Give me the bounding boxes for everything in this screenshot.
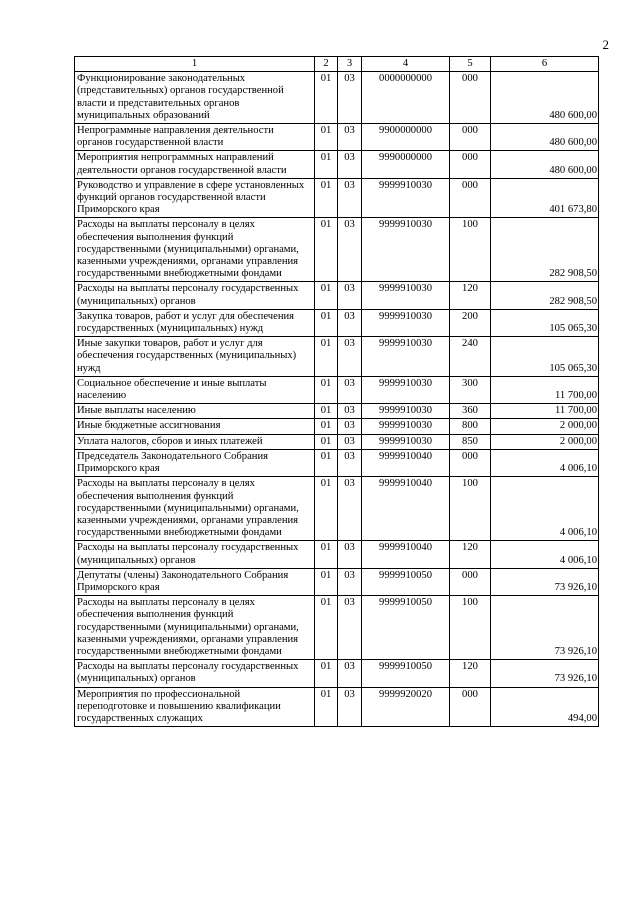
row-section-code: 01 [315, 282, 338, 309]
table-row [75, 404, 599, 419]
row-expense-type-code: 120 [450, 282, 491, 309]
table-row [75, 178, 599, 218]
row-subsection-code: 03 [338, 419, 362, 434]
row-name: Расходы на выплаты персоналу государственных (муниципальных) органов [75, 282, 315, 309]
row-amount: 480 600,00 [491, 151, 599, 178]
row-expense-type-code: 120 [450, 660, 491, 687]
row-amount: 73 926,10 [491, 568, 599, 595]
row-expense-type-code: 000 [450, 687, 491, 727]
row-expense-type-code: 100 [450, 596, 491, 660]
row-target-article-code: 9999910050 [362, 596, 450, 660]
row-subsection-code: 03 [338, 376, 362, 403]
row-target-article-code: 9999910040 [362, 541, 450, 568]
table-row [75, 309, 599, 336]
row-name: Депутаты (члены) Законодательного Собрания Приморского края [75, 568, 315, 595]
row-name: Руководство и управление в сфере установленных функций органов государственной власти Приморского края [75, 178, 315, 218]
row-expense-type-code: 100 [450, 477, 491, 541]
table-row [75, 434, 599, 449]
row-expense-type-code: 000 [450, 151, 491, 178]
table-row [75, 687, 599, 727]
row-amount: 4 006,10 [491, 477, 599, 541]
row-section-code: 01 [315, 337, 338, 377]
row-section-code: 01 [315, 660, 338, 687]
table-row [75, 337, 599, 377]
header-col-3: 3 [338, 57, 362, 72]
row-expense-type-code: 300 [450, 376, 491, 403]
row-name: Уплата налогов, сборов и иных платежей [75, 434, 315, 449]
row-section-code: 01 [315, 72, 338, 124]
header-col-6: 6 [491, 57, 599, 72]
row-subsection-code: 03 [338, 477, 362, 541]
row-section-code: 01 [315, 178, 338, 218]
row-subsection-code: 03 [338, 282, 362, 309]
table-row [75, 151, 599, 178]
row-expense-type-code: 000 [450, 72, 491, 124]
table-header-row [75, 57, 599, 72]
row-name: Функционирование законодательных (представительных) органов государственной власти и представительных органов муниципальных образований [75, 72, 315, 124]
row-amount: 401 673,80 [491, 178, 599, 218]
row-name: Председатель Законодательного Собрания Приморского края [75, 449, 315, 476]
row-section-code: 01 [315, 596, 338, 660]
row-subsection-code: 03 [338, 151, 362, 178]
row-section-code: 01 [315, 568, 338, 595]
row-amount: 4 006,10 [491, 541, 599, 568]
row-subsection-code: 03 [338, 178, 362, 218]
table-row [75, 72, 599, 124]
row-amount: 2 000,00 [491, 419, 599, 434]
row-amount: 282 908,50 [491, 218, 599, 282]
row-name: Иные бюджетные ассигнования [75, 419, 315, 434]
page-number: 2 [602, 37, 609, 52]
row-expense-type-code: 000 [450, 449, 491, 476]
row-target-article-code: 9999910030 [362, 376, 450, 403]
header-col-1: 1 [75, 57, 315, 72]
row-name: Непрограммные направления деятельности органов государственной власти [75, 124, 315, 151]
table-row [75, 541, 599, 568]
table-row [75, 568, 599, 595]
row-amount: 2 000,00 [491, 434, 599, 449]
row-target-article-code: 9999910040 [362, 449, 450, 476]
row-subsection-code: 03 [338, 337, 362, 377]
row-section-code: 01 [315, 376, 338, 403]
row-subsection-code: 03 [338, 660, 362, 687]
row-subsection-code: 03 [338, 218, 362, 282]
row-amount: 480 600,00 [491, 124, 599, 151]
table-row [75, 419, 599, 434]
row-target-article-code: 9999910030 [362, 309, 450, 336]
row-section-code: 01 [315, 404, 338, 419]
row-amount: 4 006,10 [491, 449, 599, 476]
row-expense-type-code: 360 [450, 404, 491, 419]
row-target-article-code: 9999910050 [362, 568, 450, 595]
row-subsection-code: 03 [338, 309, 362, 336]
row-subsection-code: 03 [338, 541, 362, 568]
row-section-code: 01 [315, 124, 338, 151]
table-row [75, 477, 599, 541]
header-col-2: 2 [315, 57, 338, 72]
row-expense-type-code: 000 [450, 568, 491, 595]
row-subsection-code: 03 [338, 568, 362, 595]
row-target-article-code: 9999910030 [362, 218, 450, 282]
row-expense-type-code: 000 [450, 178, 491, 218]
row-expense-type-code: 240 [450, 337, 491, 377]
table-row [75, 218, 599, 282]
row-expense-type-code: 850 [450, 434, 491, 449]
row-name: Расходы на выплаты персоналу в целях обеспечения выполнения функций государственными (муниципальными) органами, казенными учреждениями, органами управления государственными внебюджетными фондами [75, 596, 315, 660]
row-target-article-code: 9900000000 [362, 124, 450, 151]
row-section-code: 01 [315, 419, 338, 434]
row-section-code: 01 [315, 309, 338, 336]
row-section-code: 01 [315, 449, 338, 476]
row-expense-type-code: 000 [450, 124, 491, 151]
row-amount: 105 065,30 [491, 309, 599, 336]
row-section-code: 01 [315, 218, 338, 282]
row-target-article-code: 9999920020 [362, 687, 450, 727]
row-subsection-code: 03 [338, 687, 362, 727]
row-expense-type-code: 120 [450, 541, 491, 568]
row-target-article-code: 9999910040 [362, 477, 450, 541]
row-target-article-code: 9999910030 [362, 178, 450, 218]
row-target-article-code: 9999910030 [362, 419, 450, 434]
table-row [75, 596, 599, 660]
row-amount: 105 065,30 [491, 337, 599, 377]
row-name: Иные выплаты населению [75, 404, 315, 419]
row-name: Иные закупки товаров, работ и услуг для обеспечения государственных (муниципальных) нужд [75, 337, 315, 377]
row-section-code: 01 [315, 151, 338, 178]
row-amount: 480 600,00 [491, 72, 599, 124]
row-subsection-code: 03 [338, 434, 362, 449]
row-subsection-code: 03 [338, 596, 362, 660]
table-row [75, 660, 599, 687]
row-target-article-code: 9990000000 [362, 151, 450, 178]
table-row [75, 449, 599, 476]
row-section-code: 01 [315, 541, 338, 568]
row-section-code: 01 [315, 687, 338, 727]
row-target-article-code: 9999910050 [362, 660, 450, 687]
row-section-code: 01 [315, 477, 338, 541]
row-subsection-code: 03 [338, 72, 362, 124]
table-row [75, 124, 599, 151]
row-amount: 73 926,10 [491, 596, 599, 660]
row-expense-type-code: 100 [450, 218, 491, 282]
row-amount: 11 700,00 [491, 376, 599, 403]
row-expense-type-code: 800 [450, 419, 491, 434]
row-name: Расходы на выплаты персоналу государственных (муниципальных) органов [75, 660, 315, 687]
row-amount: 494,00 [491, 687, 599, 727]
row-name: Социальное обеспечение и иные выплаты населению [75, 376, 315, 403]
row-target-article-code: 9999910030 [362, 337, 450, 377]
row-amount: 73 926,10 [491, 660, 599, 687]
row-amount: 282 908,50 [491, 282, 599, 309]
row-subsection-code: 03 [338, 124, 362, 151]
table-row [75, 282, 599, 309]
row-target-article-code: 9999910030 [362, 434, 450, 449]
row-target-article-code: 9999910030 [362, 282, 450, 309]
row-name: Расходы на выплаты персоналу в целях обеспечения выполнения функций государственными (муниципальными) органами, казенными учреждениями, органами управления государственными внебюджетными фондами [75, 218, 315, 282]
row-section-code: 01 [315, 434, 338, 449]
row-target-article-code: 9999910030 [362, 404, 450, 419]
row-subsection-code: 03 [338, 404, 362, 419]
row-subsection-code: 03 [338, 449, 362, 476]
row-name: Мероприятия по профессиональной переподготовке и повышению квалификации государственных служащих [75, 687, 315, 727]
header-col-5: 5 [450, 57, 491, 72]
row-name: Расходы на выплаты персоналу в целях обеспечения выполнения функций государственными (муниципальными) органами, казенными учреждениями, органами управления государственными внебюджетными фондами [75, 477, 315, 541]
row-expense-type-code: 200 [450, 309, 491, 336]
row-name: Закупка товаров, работ и услуг для обеспечения государственных (муниципальных) нужд [75, 309, 315, 336]
row-amount: 11 700,00 [491, 404, 599, 419]
table-row [75, 376, 599, 403]
row-name: Мероприятия непрограммных направлений деятельности органов государственной власти [75, 151, 315, 178]
budget-table [74, 56, 599, 727]
row-name: Расходы на выплаты персоналу государственных (муниципальных) органов [75, 541, 315, 568]
row-target-article-code: 0000000000 [362, 72, 450, 124]
header-col-4: 4 [362, 57, 450, 72]
